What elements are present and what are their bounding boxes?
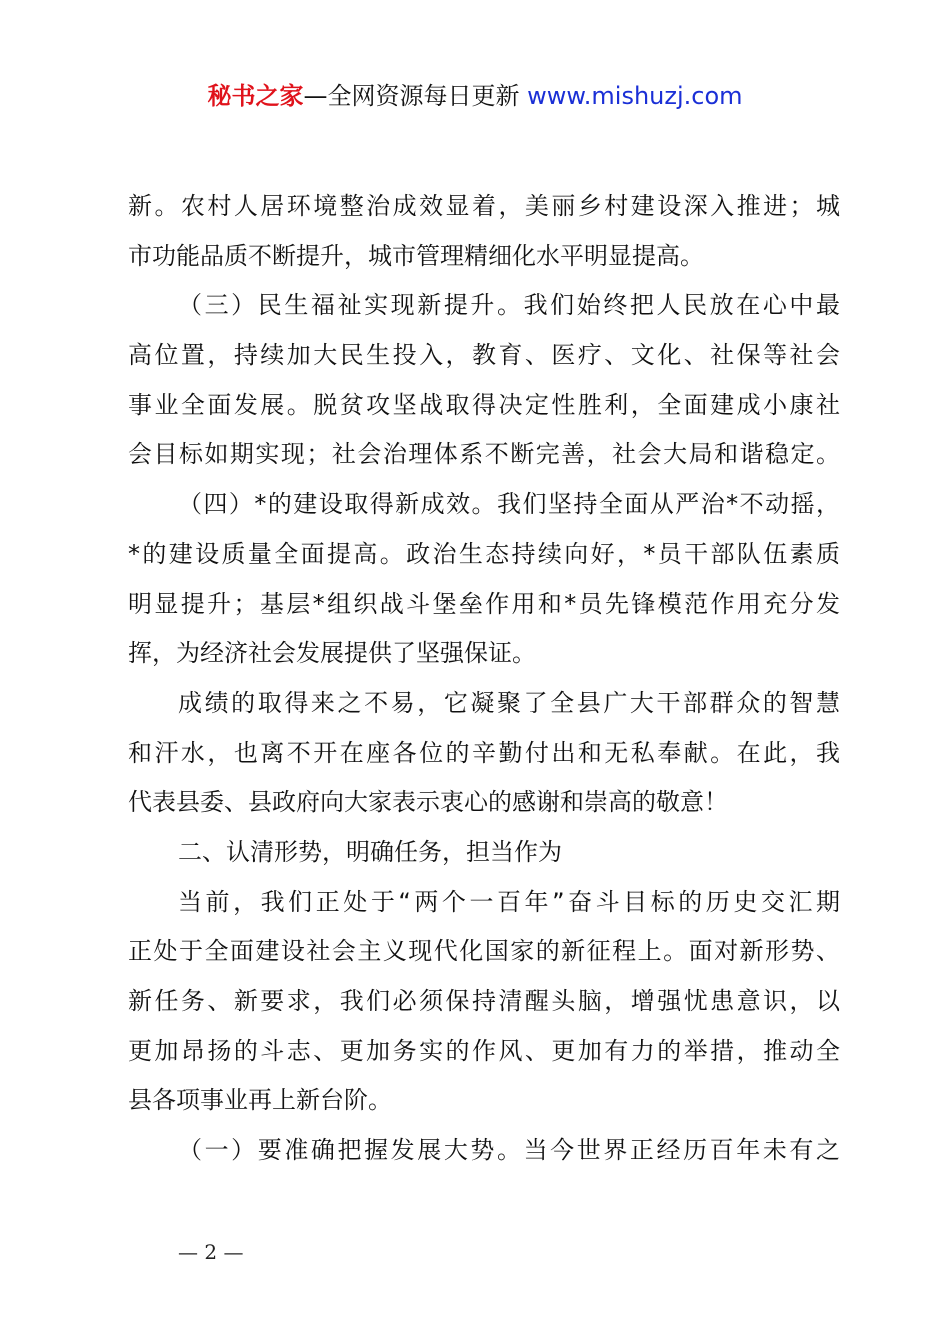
site-tagline: —全网资源每日更新 xyxy=(303,82,528,110)
site-url[interactable]: www.mishuzj.com xyxy=(527,82,743,110)
text-line: 明显提升；基层*组织战斗堡垒作用和*员先锋模范作用充分发 xyxy=(128,589,840,618)
text-line: 市功能品质不断提升，城市管理精细化水平明显提高。 xyxy=(128,241,704,270)
site-brand: 秘书之家 xyxy=(207,82,304,110)
text-line: *的建设质量全面提高。政治生态持续向好，*员干部队伍素质 xyxy=(128,539,840,568)
text-line: （四）*的建设取得新成效。我们坚持全面从严治*不动摇， xyxy=(178,490,840,519)
text-line: 当前，我们正处于“两个一百年”奋斗目标的历史交汇期 xyxy=(178,887,840,916)
page-number: — 2 — xyxy=(178,1240,244,1264)
text-line: 县各项事业再上新台阶。 xyxy=(128,1086,392,1115)
text-line: 新。农村人居环境整治成效显着，美丽乡村建设深入推进；城 xyxy=(128,192,840,220)
section-heading: 二、认清形势，明确任务，担当作为 xyxy=(178,837,562,866)
text-line: （一）要准确把握发展大势。当今世界正经历百年未有之 xyxy=(178,1136,840,1165)
text-line: 高位置，持续加大民生投入，教育、医疗、文化、社保等社会 xyxy=(128,341,840,370)
text-line: 正处于全面建设社会主义现代化国家的新征程上。面对新形势、 xyxy=(128,937,840,966)
text-line: 代表县委、县政府向大家表示衷心的感谢和崇高的敬意！ xyxy=(128,788,728,817)
document-body xyxy=(128,182,840,1176)
text-line: 和汗水，也离不开在座各位的辛勤付出和无私奉献。在此，我 xyxy=(128,738,840,767)
text-line: 会目标如期实现；社会治理体系不断完善，社会大局和谐稳定。 xyxy=(128,440,840,469)
text-line: 事业全面发展。脱贫攻坚战取得决定性胜利，全面建成小康社 xyxy=(128,390,840,419)
text-line: 成绩的取得来之不易，它凝聚了全县广大干部群众的智慧 xyxy=(178,688,840,717)
text-line: （三）民生福祉实现新提升。我们始终把人民放在心中最 xyxy=(178,291,840,320)
text-line: 更加昂扬的斗志、更加务实的作风、更加有力的举措，推动全 xyxy=(128,1036,840,1065)
text-line: 新任务、新要求，我们必须保持清醒头脑，增强忧患意识，以 xyxy=(128,987,840,1015)
site-header xyxy=(0,80,950,112)
text-line: 挥，为经济社会发展提供了坚强保证。 xyxy=(128,639,536,668)
